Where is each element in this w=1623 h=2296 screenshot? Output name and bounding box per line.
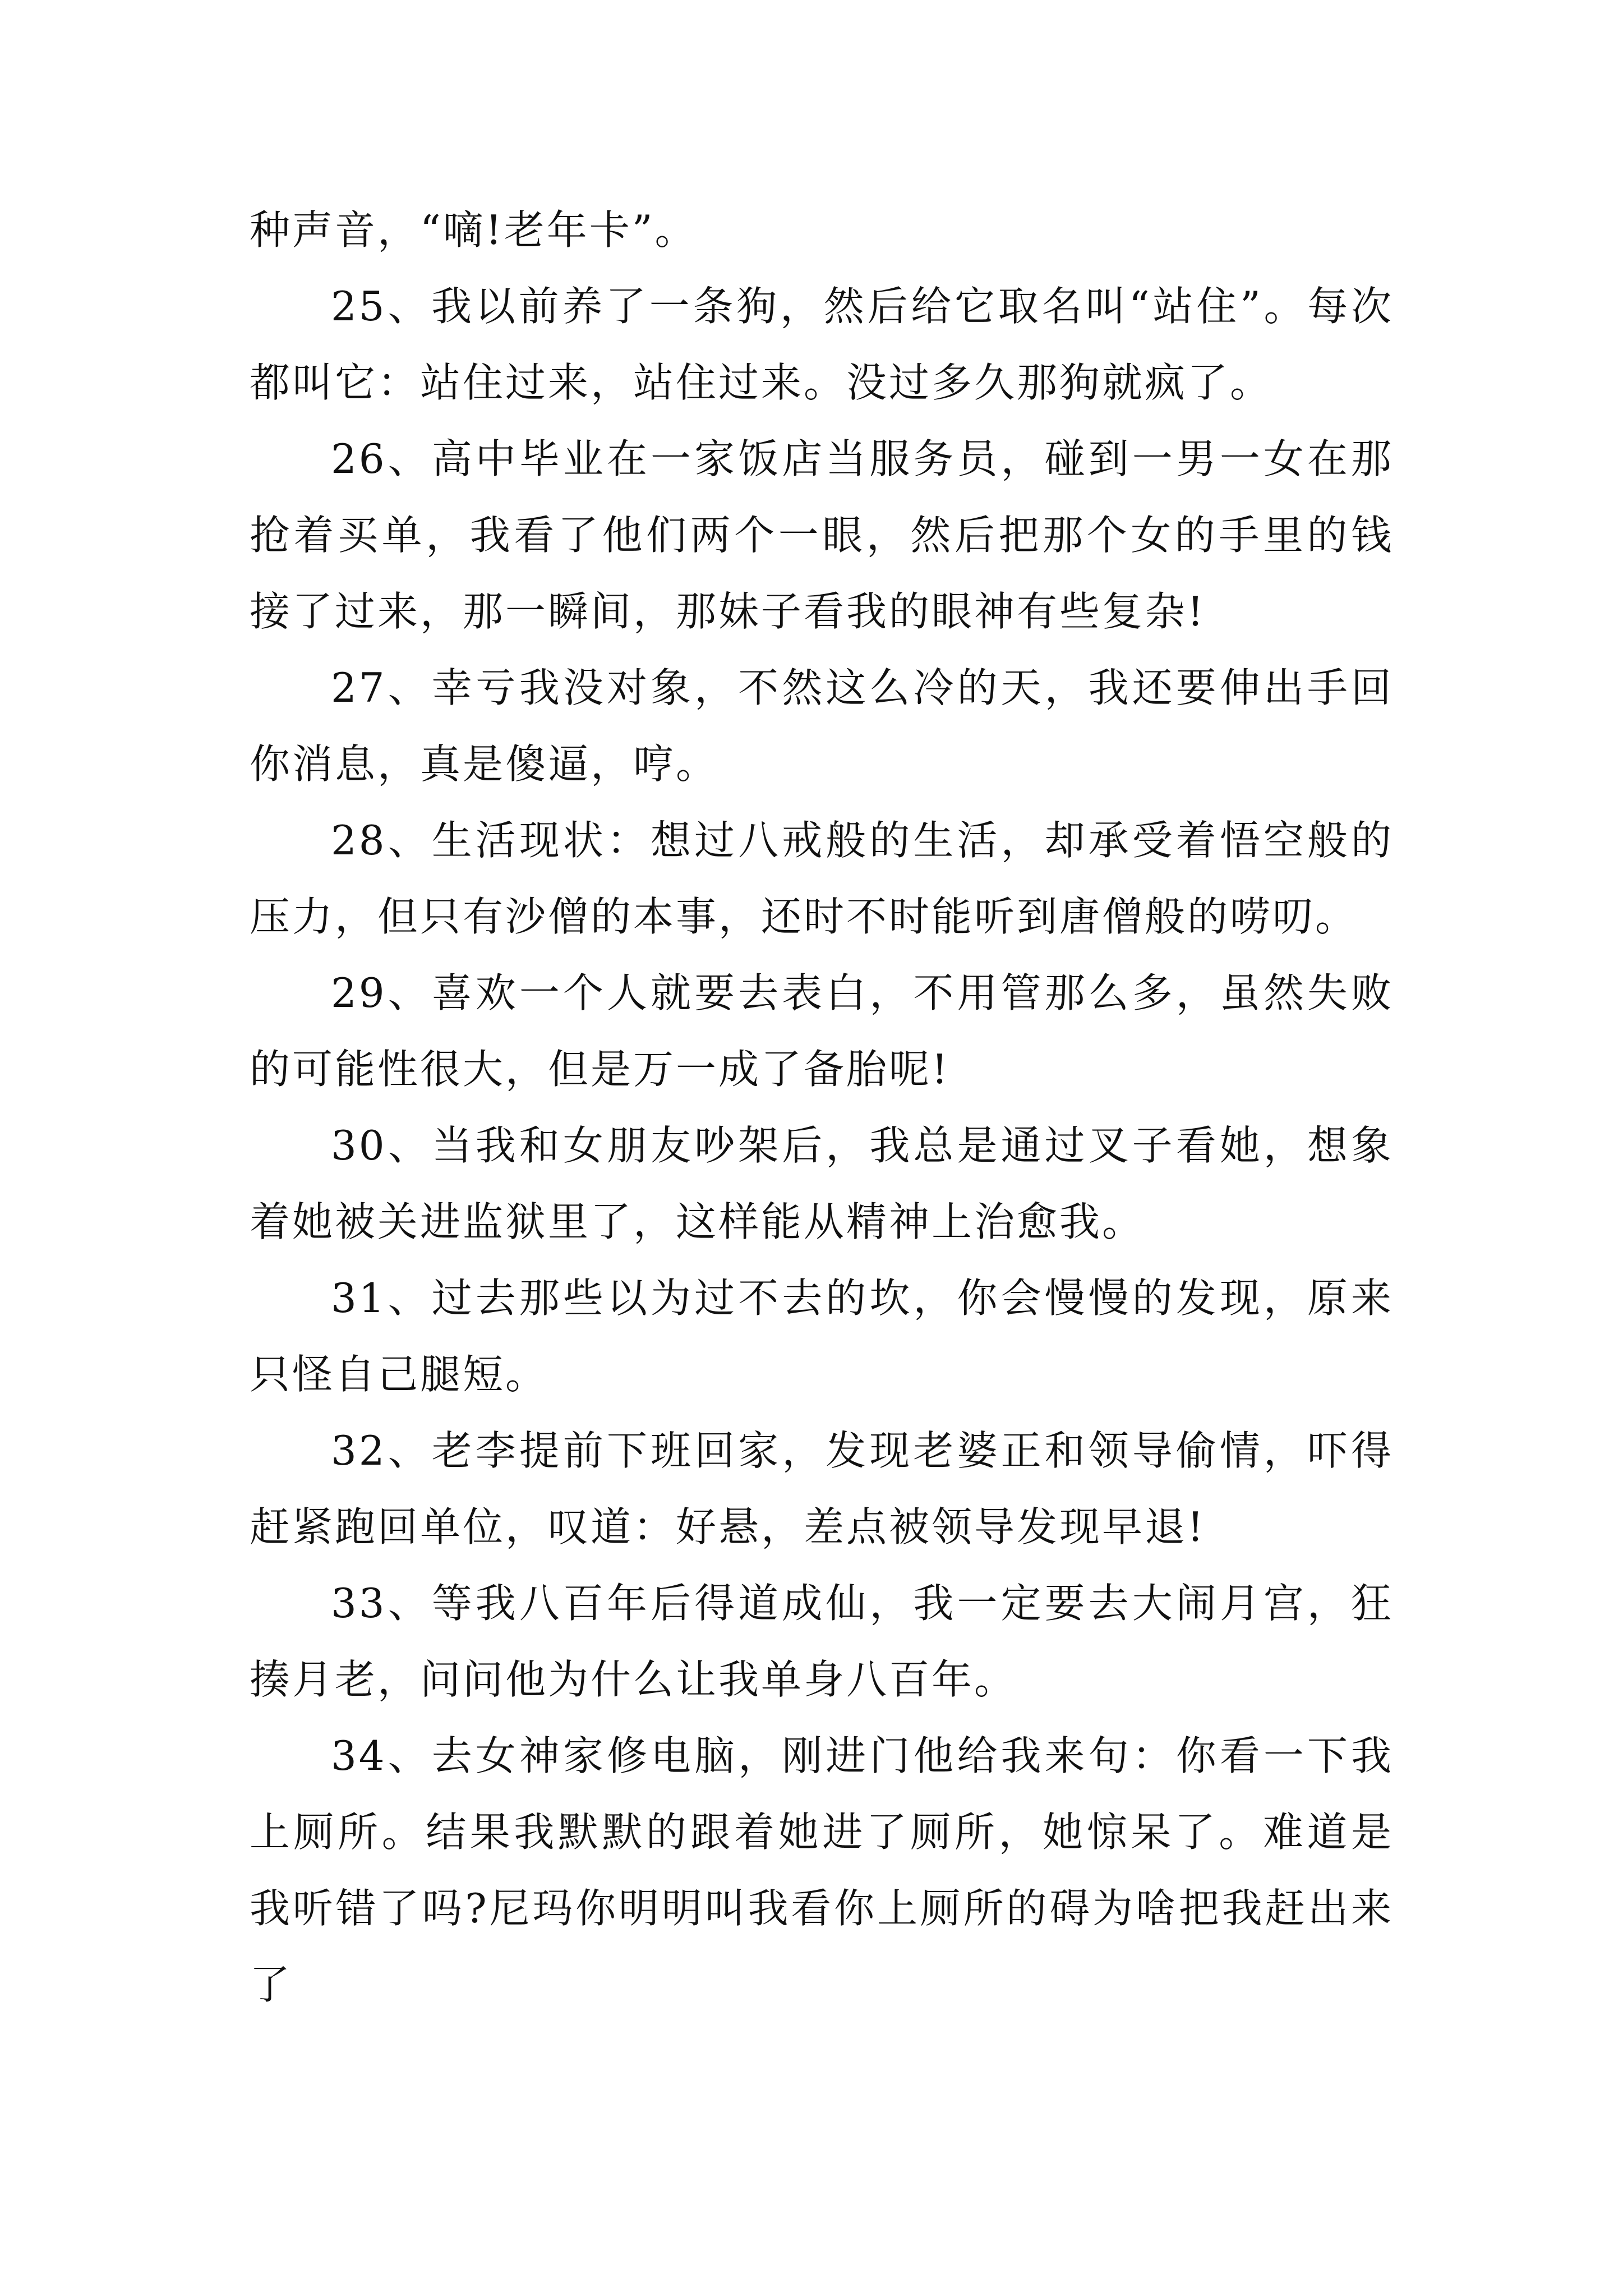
paragraph-26: 26、高中毕业在一家饭店当服务员，碰到一男一女在那抢着买单，我看了他们两个一眼，然后把那个女的手里的钱接了过来，那一瞬间，那妹子看我的眼神有些复杂! [250,435,1394,635]
paragraph-29: 29、喜欢一个人就要去表白，不用管那么多，虽然失败的可能性很大，但是万一成了备胎呢! [250,969,1394,1093]
paragraph-continued: 种声音，“嘀!老年卡”。 [250,206,698,254]
paragraph-28: 28、生活现状：想过八戒般的生活，却承受着悟空般的压力，但只有沙僧的本事，还时不时能听到唐僧般的唠叨。 [250,817,1394,940]
paragraph-30: 30、当我和女朋友吵架后，我总是通过叉子看她，想象着她被关进监狱里了，这样能从精神上治愈我。 [250,1122,1394,1245]
paragraph-34: 34、去女神家修电脑，刚进门他给我来句：你看一下我上厕所。结果我默默的跟着她进了厕所，她惊呆了。难道是我听错了吗?尼玛你明明叫我看你上厕所的碍为啥把我赶出来了 [250,1732,1394,2008]
paragraph-27: 27、幸亏我没对象，不然这么冷的天，我还要伸出手回你消息，真是傻逼，哼。 [250,664,1394,788]
paragraph-33: 33、等我八百年后得道成仙，我一定要去大闹月宫，狂揍月老，问问他为什么让我单身八百年。 [250,1580,1394,1703]
paragraph-32: 32、老李提前下班回家，发现老婆正和领导偷情，吓得赶紧跑回单位，叹道：好悬，差点被领导发现早退! [250,1427,1394,1550]
paragraph-31: 31、过去那些以为过不去的坎，你会慢慢的发现，原来只怪自己腿短。 [250,1274,1394,1398]
paragraph-25: 25、我以前养了一条狗，然后给它取名叫“站住”。每次都叫它：站住过来，站住过来。没过多久那狗就疯了。 [250,283,1394,406]
document-body [250,192,1394,2023]
